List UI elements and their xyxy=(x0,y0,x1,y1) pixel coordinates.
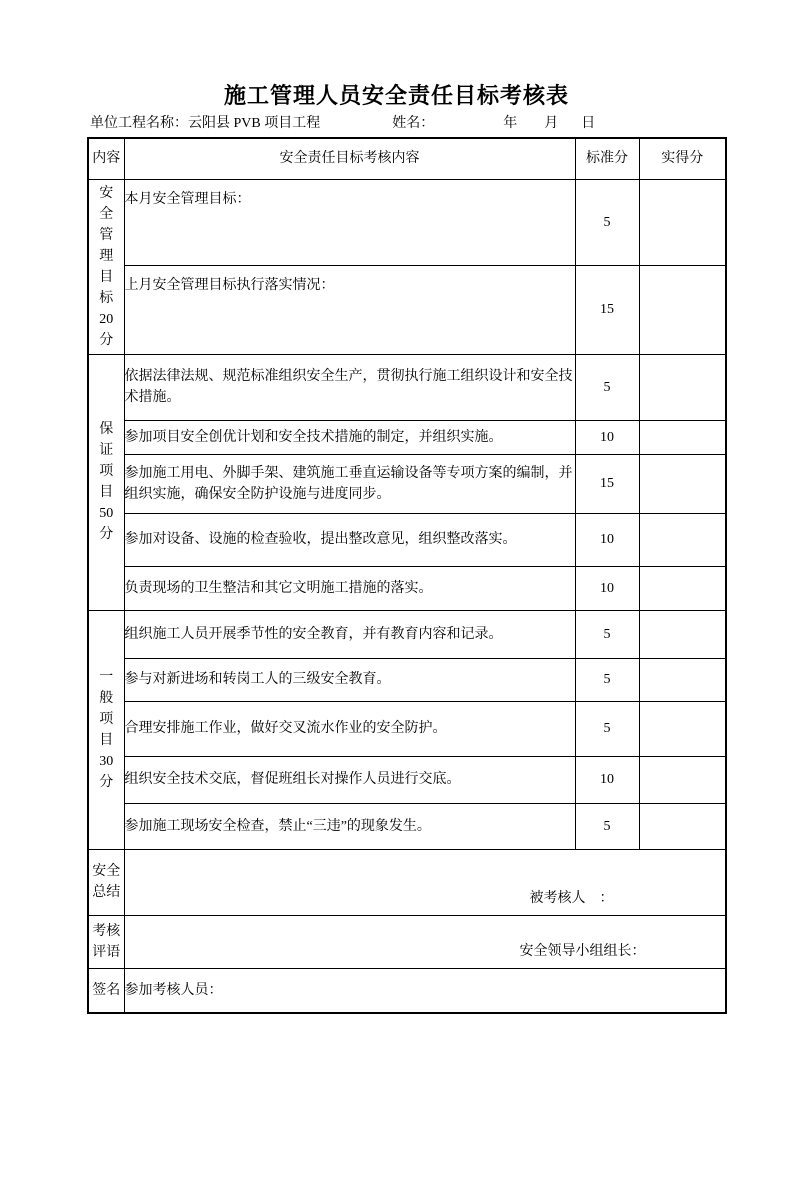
assessment-item-text: 组织安全技术交底，督促班组长对操作人员进行交底。 xyxy=(124,756,575,803)
table-row xyxy=(88,566,726,610)
actual-score-cell xyxy=(639,658,726,701)
table-row xyxy=(88,354,726,420)
row-label-assessment-comments: 考核 评语 xyxy=(88,915,124,968)
assessment-item-text: 本月安全管理目标： xyxy=(124,179,575,265)
actual-score-cell xyxy=(639,701,726,756)
table-row xyxy=(88,454,726,513)
assessment-item-text: 上月安全管理目标执行落实情况： xyxy=(124,265,575,354)
actual-score-cell xyxy=(639,454,726,513)
actual-score-cell xyxy=(639,756,726,803)
standard-score-value: 5 xyxy=(575,179,639,265)
table-row-assessment-comments xyxy=(88,915,726,968)
standard-score-value: 15 xyxy=(575,265,639,354)
actual-score-cell xyxy=(639,610,726,658)
header-category: 内容 xyxy=(88,138,124,179)
table-row xyxy=(88,701,726,756)
assessment-item-text: 参加施工现场安全检查，禁止“三违”的现象发生。 xyxy=(124,803,575,849)
date-day-label: 日 xyxy=(581,116,596,131)
table-row xyxy=(88,179,726,265)
safety-summary-cell xyxy=(124,849,726,915)
actual-score-cell xyxy=(639,420,726,454)
row-label-safety-summary: 安全 总结 xyxy=(88,849,124,915)
row-label-signature: 签名 xyxy=(88,968,124,1013)
header-standard-score: 标准分 xyxy=(575,138,639,179)
standard-score-value: 5 xyxy=(575,701,639,756)
header-actual-score: 实得分 xyxy=(639,138,726,179)
table-row xyxy=(88,803,726,849)
section-label-guarantee-items: 保 证 项 目 50 分 xyxy=(88,354,124,610)
standard-score-value: 5 xyxy=(575,658,639,701)
unit-project-label: 单位工程名称： xyxy=(90,116,188,131)
unit-project-value: 云阳县 PVB 项目工程 xyxy=(188,116,321,131)
page-title: 施工管理人员安全责任目标考核表 xyxy=(223,83,569,108)
standard-score-value: 5 xyxy=(575,354,639,420)
section-label-general-items: 一 般 项 目 30 分 xyxy=(88,610,124,849)
signature-cell xyxy=(124,968,726,1013)
assessment-item-text: 参与对新进场和转岗工人的三级安全教育。 xyxy=(124,658,575,701)
standard-score-value: 10 xyxy=(575,756,639,803)
header-assessment-content: 安全责任目标考核内容 xyxy=(124,138,575,179)
table-row-safety-summary xyxy=(88,849,726,915)
assessment-item-text: 参加项目安全创优计划和安全技术措施的制定，并组织实施。 xyxy=(124,420,575,454)
assessment-item-text: 依据法律法规、规范标准组织安全生产，贯彻执行施工组织设计和安全技术措施。 xyxy=(124,354,575,420)
assessment-item-text: 合理安排施工作业，做好交叉流水作业的安全防护。 xyxy=(124,701,575,756)
participants-label: 参加考核人员： xyxy=(124,982,223,998)
table-row xyxy=(88,658,726,701)
assessment-comments-cell xyxy=(124,915,726,968)
actual-score-cell xyxy=(639,566,726,610)
assessment-table xyxy=(87,137,727,1014)
table-row xyxy=(88,420,726,454)
assessment-item-text: 参加施工用电、外脚手架、建筑施工垂直运输设备等专项方案的编制，并组织实施，确保安全防护设施与进度同步。 xyxy=(124,454,575,513)
actual-score-cell xyxy=(639,179,726,265)
assessment-item-text: 参加对设备、设施的检查验收，提出整改意见，组织整改落实。 xyxy=(124,513,575,566)
meta-line xyxy=(90,114,690,133)
actual-score-cell xyxy=(639,803,726,849)
table-header-row xyxy=(88,138,726,179)
standard-score-value: 10 xyxy=(575,566,639,610)
assessment-item-text: 组织施工人员开展季节性的安全教育，并有教育内容和记录。 xyxy=(124,610,575,658)
actual-score-cell xyxy=(639,513,726,566)
actual-score-cell xyxy=(639,265,726,354)
person-name-label: 姓名： xyxy=(392,116,435,131)
section-label-safety-management-goals: 安 全 管 理 目 标 20 分 xyxy=(88,179,124,354)
standard-score-value: 5 xyxy=(575,610,639,658)
table-row xyxy=(88,265,726,354)
standard-score-value: 15 xyxy=(575,454,639,513)
table-row xyxy=(88,610,726,658)
table-row xyxy=(88,513,726,566)
date-month-label: 月 xyxy=(544,116,559,131)
assessed-person-label: 被考核人 ： xyxy=(529,890,614,906)
assessment-item-text: 负责现场的卫生整洁和其它文明施工措施的落实。 xyxy=(124,566,575,610)
standard-score-value: 5 xyxy=(575,803,639,849)
date-year-label: 年 xyxy=(503,116,518,131)
standard-score-value: 10 xyxy=(575,420,639,454)
table-row-signature xyxy=(88,968,726,1013)
standard-score-value: 10 xyxy=(575,513,639,566)
actual-score-cell xyxy=(639,354,726,420)
safety-leader-label: 安全领导小组组长： xyxy=(519,943,646,959)
table-row xyxy=(88,756,726,803)
